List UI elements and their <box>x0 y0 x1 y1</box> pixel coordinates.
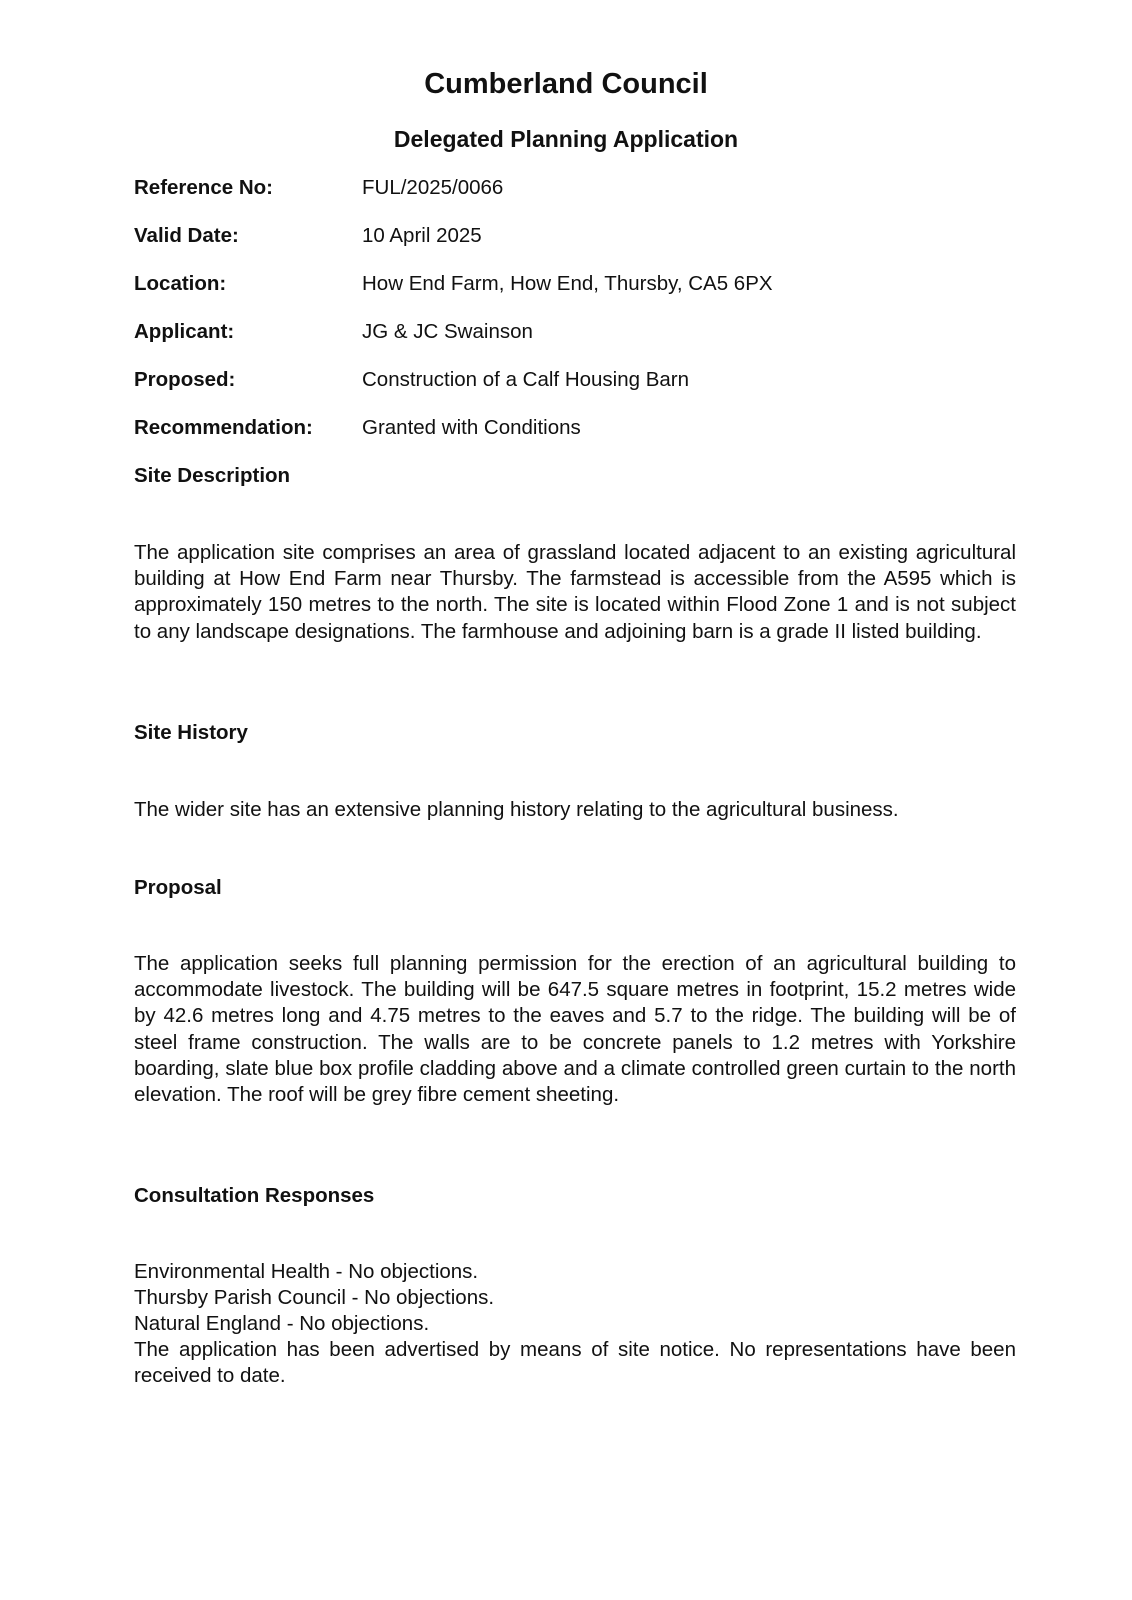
consultation-heading: Consultation Responses <box>134 1184 375 1207</box>
proposed-value: Construction of a Calf Housing Barn <box>362 368 690 391</box>
site-description-text: The application site comprises an area of grassland located adjacent to an existing agricultural building at How End Farm near Thursby. The farmstead is accessible from the A595 which is approximately 150 metres to the north. The site is located within Flood Zone 1 and is not subject to any landscape designations. The farmhouse and adjoining barn is a grade II listed building. <box>134 541 1016 643</box>
applicant-value: JG & JC Swainson <box>362 320 533 343</box>
reference-value: FUL/2025/0066 <box>362 176 504 199</box>
valid-date-row <box>134 221 1014 251</box>
consultation-note: The application has been advertised by means of site notice. No representations have been received to date. <box>134 1338 1016 1388</box>
document-type-heading: Delegated Planning Application <box>393 126 739 152</box>
applicant-row <box>134 317 1014 347</box>
proposal-heading: Proposal <box>134 876 222 899</box>
applicant-label: Applicant: <box>134 320 235 343</box>
reference-label: Reference No: <box>134 176 273 199</box>
council-title: Cumberland Council <box>424 68 708 100</box>
valid-date-label: Valid Date: <box>134 224 239 247</box>
valid-date-value: 10 April 2025 <box>362 224 482 247</box>
location-row <box>134 269 1014 299</box>
location-label: Location: <box>134 272 227 295</box>
recommendation-value: Granted with Conditions <box>362 416 581 439</box>
recommendation-label: Recommendation: <box>134 416 313 439</box>
proposed-row <box>134 365 1014 395</box>
site-history-text: The wider site has an extensive planning history relating to the agricultural business. <box>134 798 899 821</box>
site-history-heading: Site History <box>134 721 248 744</box>
site-description-heading: Site Description <box>134 464 291 487</box>
proposed-label: Proposed: <box>134 368 236 391</box>
recommendation-row <box>134 413 1014 443</box>
consultation-response-natural-england: Natural England - No objections. <box>134 1312 430 1335</box>
location-value: How End Farm, How End, Thursby, CA5 6PX <box>362 272 773 295</box>
consultation-response-parish-council: Thursby Parish Council - No objections. <box>134 1286 495 1309</box>
consultation-response-environmental-health: Environmental Health - No objections. <box>134 1260 479 1283</box>
reference-row <box>134 173 1014 203</box>
proposal-text: The application seeks full planning permission for the erection of an agricultural building to accommodate livestock. The building will be 647.5 square metres in footprint, 15.2 metres wide by 42.6 metres long and 4.75 metres to the eaves and 5.7 to the ridge. The building will be of steel frame construction. The walls are to be concrete panels to 1.2 metres with Yorkshire boarding, slate blue box profile cladding above and a climate controlled green curtain to the north elevation. The roof will be grey fibre cement sheeting. <box>134 952 1016 1107</box>
